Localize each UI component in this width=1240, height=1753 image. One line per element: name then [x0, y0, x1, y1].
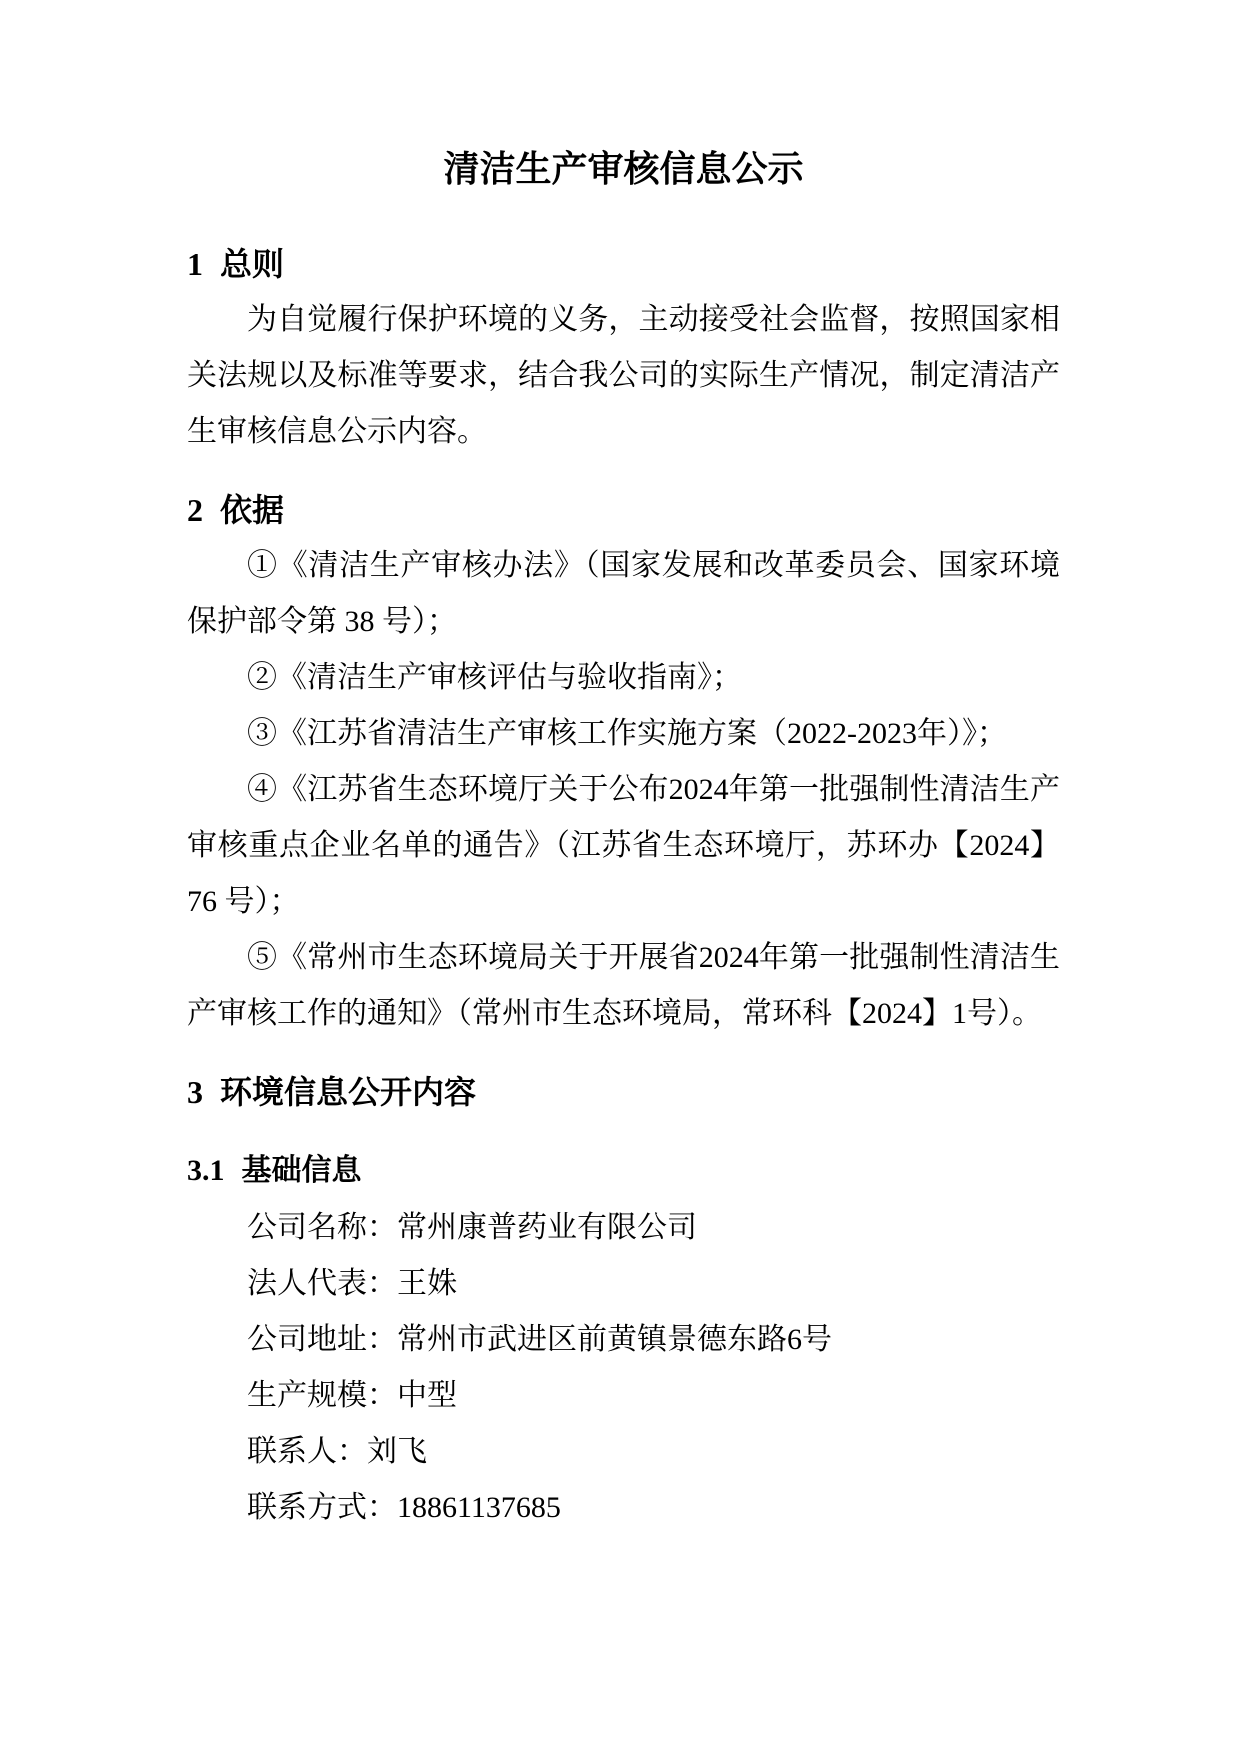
info-line-production-scale: 生产规模：中型 — [247, 1379, 457, 1412]
section-3-1-label: 基础信息 — [241, 1153, 362, 1188]
document-title: 清洁生产审核信息公示 — [443, 149, 804, 190]
info-line-company-address: 公司地址：常州市武进区前黄镇景德东路6号 — [247, 1323, 832, 1356]
section-3-label: 环境信息公开内容 — [220, 1073, 477, 1111]
section-1-label: 总则 — [220, 245, 285, 283]
info-line-contact-person: 联系人：刘飞 — [247, 1435, 427, 1468]
section-2-label: 依据 — [220, 491, 285, 529]
reference-item-5: ⑤《常州市生态环境局关于开展省2024年第一批强制性清洁生产审核工作的通知》（常州市生态环境局，常环科【2024】1号）。 — [187, 941, 1060, 1030]
reference-item-4: ④《江苏省生态环境厅关于公布2024年第一批强制性清洁生产审核重点企业名单的通告》（江苏省生态环境厅，苏环办【2024】76 号）； — [187, 773, 1060, 918]
section-2-heading — [187, 488, 1060, 532]
section-3-1-number: 3.1 — [187, 1154, 225, 1187]
info-line-contact-number: 联系方式：18861137685 — [247, 1491, 561, 1524]
info-line-company-name: 公司名称：常州康普药业有限公司 — [247, 1211, 697, 1244]
reference-item-1: ①《清洁生产审核办法》（国家发展和改革委员会、国家环境保护部令第 38 号）； — [187, 549, 1060, 638]
info-line-legal-representative: 法人代表：王姝 — [247, 1267, 457, 1300]
section-3-number: 3 — [187, 1074, 203, 1110]
section-1-paragraph: 为自觉履行保护环境的义务，主动接受社会监督，按照国家相关法规以及标准等要求，结合我公司的实际生产情况，制定清洁产生审核信息公示内容。 — [187, 303, 1060, 448]
section-2-number: 2 — [187, 492, 203, 528]
section-3-heading — [187, 1070, 1060, 1114]
reference-item-2: ②《清洁生产审核评估与验收指南》； — [247, 661, 742, 694]
section-1-heading — [187, 242, 1060, 286]
section-1-number: 1 — [187, 246, 203, 282]
section-3-1-heading — [187, 1150, 1060, 1192]
reference-item-3: ③《江苏省清洁生产审核工作实施方案（2022-2023年）》； — [247, 717, 1007, 750]
